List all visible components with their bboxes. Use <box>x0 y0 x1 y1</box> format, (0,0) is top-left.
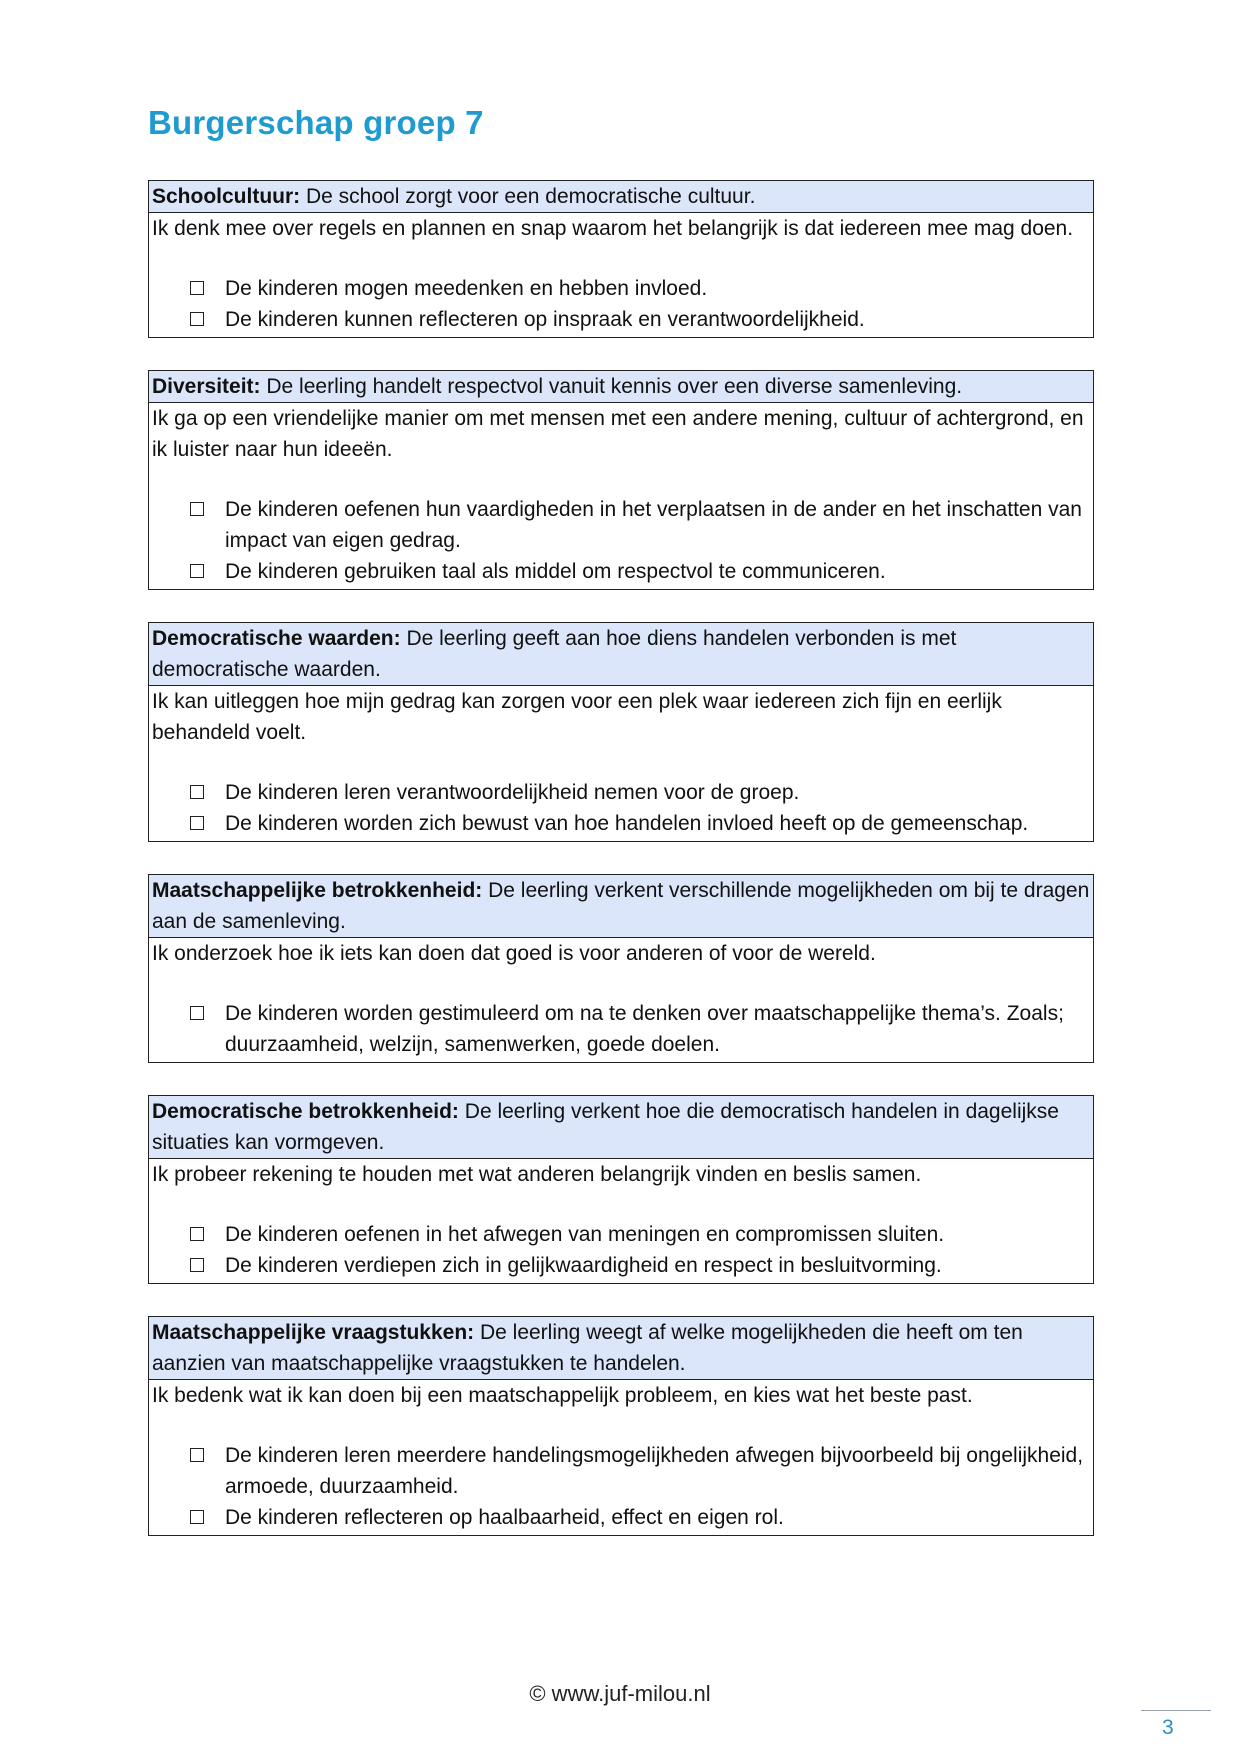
section-heading <box>149 181 1093 213</box>
sections-list <box>148 180 1094 1568</box>
checklist-item-text: De kinderen leren meerdere handelingsmogelijkheden afwegen bijvoorbeeld bij ongelijkheid, armoede, duurzaamheid. <box>225 1444 1084 1498</box>
section-card <box>148 370 1094 590</box>
checklist-item-text: De kinderen worden zich bewust van hoe handelen invloed heeft op de gemeenschap. <box>225 812 1029 835</box>
section-heading-text: De leerling weegt af welke mogelijkheden die heeft om ten aanzien van maatschappelijke vraagstukken te handelen. <box>152 1321 1023 1375</box>
section-card <box>148 622 1094 842</box>
checklist-item-text: De kinderen oefenen hun vaardigheden in het verplaatsen in de ander en het inschatten van impact van eigen gedrag. <box>225 498 1082 552</box>
checkbox-icon[interactable] <box>190 816 204 830</box>
section-heading <box>149 1317 1093 1380</box>
checklist-item <box>152 494 1090 556</box>
section-intro: Ik bedenk wat ik kan doen bij een maatschappelijk probleem, en kies wat het beste past. <box>152 1384 973 1407</box>
checklist-item <box>152 1219 1090 1250</box>
checkbox-icon[interactable] <box>190 281 204 295</box>
checklist-item-text: De kinderen oefenen in het afwegen van meningen en compromissen sluiten. <box>225 1223 945 1246</box>
checkbox-icon[interactable] <box>190 1258 204 1272</box>
section-heading-text: De leerling geeft aan hoe diens handelen verbonden is met democratische waarden. <box>152 627 957 681</box>
checkbox-icon[interactable] <box>190 312 204 326</box>
checklist-item <box>152 556 1090 587</box>
checklist-item-text: De kinderen worden gestimuleerd om na te denken over maatschappelijke thema’s. Zoals; duurzaamheid, welzijn, samenwerken, goede doelen. <box>225 1002 1064 1056</box>
footer-copyright: © www.juf-milou.nl <box>529 1681 711 1706</box>
section-heading <box>149 623 1093 686</box>
section-intro: Ik denk mee over regels en plannen en snap waarom het belangrijk is dat iedereen mee mag doen. <box>152 217 1074 240</box>
section-card <box>148 180 1094 338</box>
section-card <box>148 1316 1094 1536</box>
checklist-item <box>152 998 1090 1060</box>
checklist-item <box>152 808 1090 839</box>
page-number-rule <box>1141 1710 1211 1711</box>
section-heading-label: Diversiteit: <box>152 375 261 398</box>
section-heading-label: Maatschappelijke betrokkenheid: <box>152 879 483 902</box>
section-body <box>149 1380 1093 1535</box>
checklist-item-text: De kinderen kunnen reflecteren op inspraak en verantwoordelijkheid. <box>225 308 865 331</box>
section-body <box>149 1159 1093 1283</box>
section-intro: Ik probeer rekening te houden met wat anderen belangrijk vinden en beslis samen. <box>152 1163 922 1186</box>
checklist-item <box>152 304 1090 335</box>
section-heading-text: De leerling verkent verschillende mogelijkheden om bij te dragen aan de samenleving. <box>152 879 1090 933</box>
checklist-item <box>152 777 1090 808</box>
section-heading-label: Maatschappelijke vraagstukken: <box>152 1321 475 1344</box>
checkbox-icon[interactable] <box>190 1448 204 1462</box>
section-heading-text: De leerling handelt respectvol vanuit kennis over een diverse samenleving. <box>260 375 963 398</box>
checklist-item-text: De kinderen verdiepen zich in gelijkwaardigheid en respect in besluitvorming. <box>225 1254 942 1277</box>
section-intro: Ik kan uitleggen hoe mijn gedrag kan zorgen voor een plek waar iedereen zich fijn en eerlijk behandeld voelt. <box>152 690 1002 744</box>
section-heading-label: Democratische waarden: <box>152 627 401 650</box>
checkbox-icon[interactable] <box>190 502 204 516</box>
section-heading <box>149 875 1093 938</box>
section-intro: Ik onderzoek hoe ik iets kan doen dat goed is voor anderen of voor de wereld. <box>152 942 876 965</box>
checklist-item-text: De kinderen mogen meedenken en hebben invloed. <box>225 277 708 300</box>
section-body <box>149 403 1093 589</box>
checklist-item <box>152 1250 1090 1281</box>
section-body <box>149 213 1093 337</box>
checkbox-icon[interactable] <box>190 1510 204 1524</box>
checkbox-icon[interactable] <box>190 564 204 578</box>
section-heading-text: De leerling verkent hoe die democratisch handelen in dagelijkse situaties kan vormgeven. <box>152 1100 1059 1154</box>
checklist-item <box>152 1440 1090 1502</box>
section-heading <box>149 371 1093 403</box>
checklist-item-text: De kinderen leren verantwoordelijkheid nemen voor de groep. <box>225 781 800 804</box>
section-heading-label: Schoolcultuur: <box>152 185 301 208</box>
checklist-item-text: De kinderen gebruiken taal als middel om respectvol te communiceren. <box>225 560 886 583</box>
section-card <box>148 874 1094 1063</box>
section-intro: Ik ga op een vriendelijke manier om met mensen met een andere mening, cultuur of achtergrond, en ik luister naar hun ideeën. <box>152 407 1084 461</box>
checklist-item <box>152 1502 1090 1533</box>
checkbox-icon[interactable] <box>190 1227 204 1241</box>
checklist-item-text: De kinderen reflecteren op haalbaarheid, effect en eigen rol. <box>225 1506 784 1529</box>
page-title: Burgerschap groep 7 <box>148 104 484 141</box>
section-heading <box>149 1096 1093 1159</box>
page-number: 3 <box>1162 1716 1174 1739</box>
section-body <box>149 938 1093 1062</box>
checkbox-icon[interactable] <box>190 785 204 799</box>
section-heading-label: Democratische betrokkenheid: <box>152 1100 459 1123</box>
section-heading-text: De school zorgt voor een democratische cultuur. <box>300 185 756 208</box>
section-card <box>148 1095 1094 1284</box>
checkbox-icon[interactable] <box>190 1006 204 1020</box>
section-body <box>149 686 1093 841</box>
checklist-item <box>152 273 1090 304</box>
